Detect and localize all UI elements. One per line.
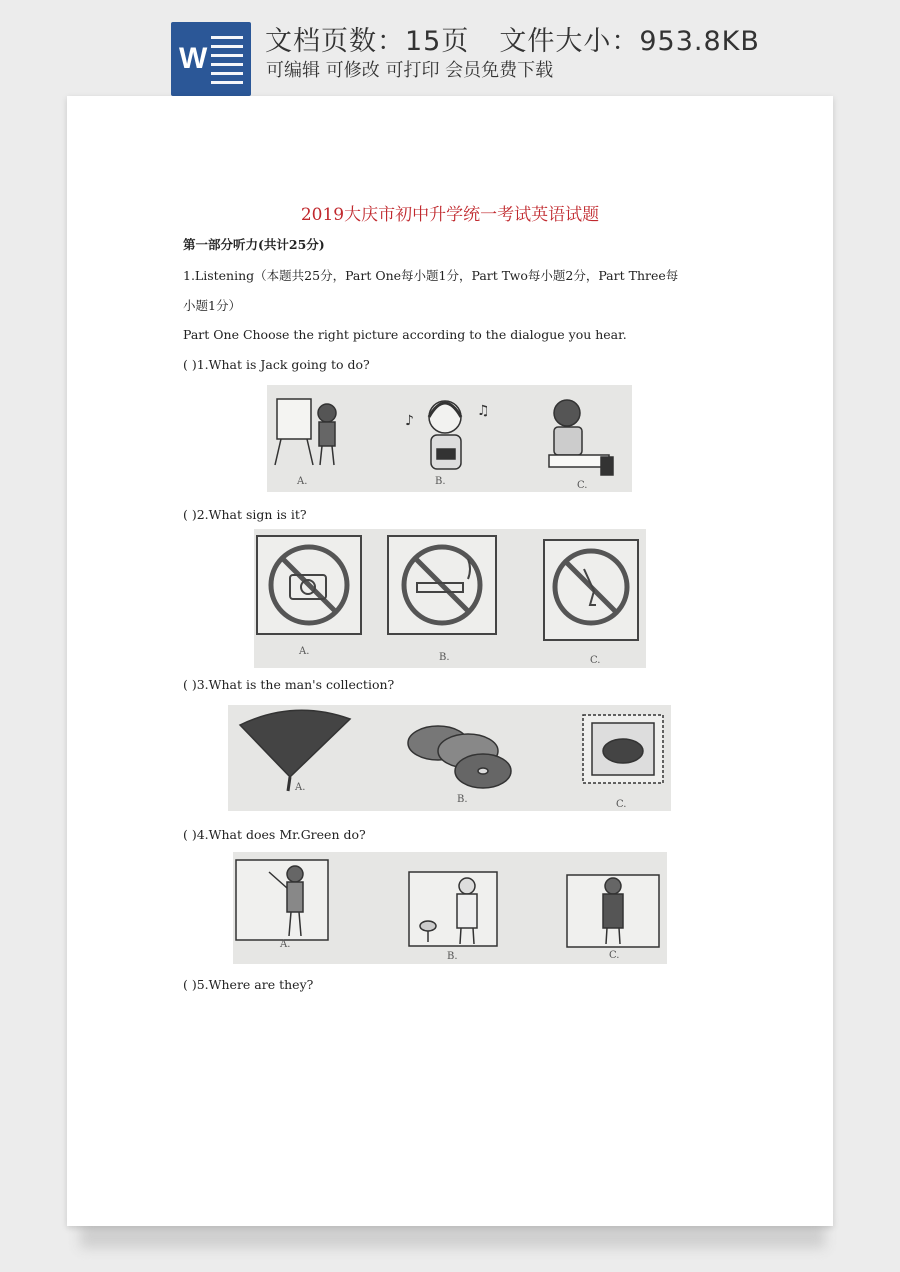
svg-text:♪: ♪ [405,413,414,429]
section-heading: 第一部分听力(共计25分) [183,237,325,252]
download-header [0,0,900,100]
q3-option-a: A. [295,782,306,793]
question-5: ( )5.Where are they? [183,977,314,992]
question-1-pictures [267,385,632,492]
document-page [67,96,833,1226]
question-3: ( )3.What is the man's collection? [183,677,395,692]
question-2-pictures [254,529,646,668]
file-size: 文件大小：953.8KB [499,26,760,57]
word-document-icon [171,22,251,96]
q1-option-a: A. [297,476,308,487]
question-4-pictures [233,852,667,964]
q3-option-b: B. [457,794,468,805]
question-1: ( )1.What is Jack going to do? [183,357,370,372]
q2-option-b: B. [439,652,450,663]
word-letter: W [179,42,208,75]
question-4: ( )4.What does Mr.Green do? [183,827,366,842]
document-info [265,19,760,58]
q2-option-c: C. [590,655,601,666]
part-one-instruction: Part One Choose the right picture according to the dialogue you hear. [183,327,627,342]
q1-option-c: C. [577,480,588,491]
question-2: ( )2.What sign is it? [183,507,307,522]
q3-option-c: C. [616,799,627,810]
instruction-line-1: 1.Listening（本题共25分，Part One每小题1分，Part Two每小题2分，Part Three每 [183,268,679,283]
page-count: 文档页数：15页 [265,26,470,57]
instruction-line-2: 小题1分） [183,298,241,313]
document-permissions: 可编辑 可修改 可打印 会员免费下载 [266,60,554,81]
q4-option-c: C. [609,950,620,961]
q1-option-b: B. [435,476,446,487]
question-3-pictures [228,705,671,811]
svg-text:♫: ♫ [477,403,490,419]
document-title: 2019大庆市初中升学统一考试英语试题 [300,205,600,225]
q4-option-b: B. [447,951,458,962]
q4-option-a: A. [280,939,291,950]
q2-option-a: A. [299,646,310,657]
